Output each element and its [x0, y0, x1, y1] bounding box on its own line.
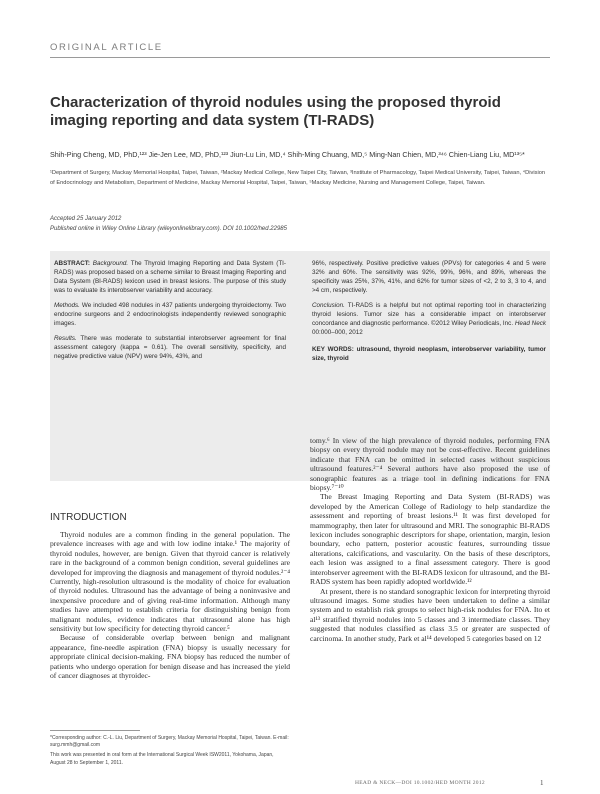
- intro-paragraph-3: The Breast Imaging Reporting and Data System (BI-RADS) was developed by the American College of Radiology to help standardize the assessment and reporting of breast lesions.¹¹ It was first developed for mammography, then later for ultrasound and MRI. The sonographic BI-RADS lexicon includes sonographic descriptors for shape, orientation, margin, lesion boundary, echo pattern, posterior acoustic features, surrounding tissue alterations, calcifications, and vascularity. On the basis of these descriptors, each lesion was assigned to a final assessment category. There is good interobserver agreement with the BI-RADS lexicon for ultrasound, and the BI-RADS system has been rapidly adopted worldwide.¹²: [310, 492, 550, 587]
- section-label: ORIGINAL ARTICLE: [50, 42, 163, 53]
- article-dates: [50, 214, 550, 234]
- accepted-date: Accepted 25 January 2012: [50, 216, 122, 222]
- abstract-methods: [54, 301, 286, 328]
- abstract-label: ABSTRACT:: [54, 260, 91, 267]
- body-right-column: [310, 436, 550, 643]
- keywords: [312, 345, 546, 363]
- background-text: The Thyroid Imaging Reporting and Data System (TI-RADS) was proposed based on a scheme similar to Breast Imaging Reporting and Data System (BI-RADS) lexicon used in breast lesions. The purpose of this study was to evaluate its interobserver variability and accuracy.: [54, 260, 287, 294]
- journal-name: Head Neck: [514, 320, 547, 327]
- abstract-results: [54, 334, 286, 361]
- abstract-background: [54, 259, 286, 295]
- page-number: 1: [540, 779, 544, 787]
- results-text: There was moderate to substantial interobserver agreement for final assessment category (kappa = 0.61). The overall sensitivity, specificity, and negative predictive value (NPV) were 94%, 43%, and: [54, 335, 286, 360]
- keywords-text: ultrasound, thyroid neoplasm, interobserver variability, tumor size, thyroid: [312, 346, 547, 362]
- intro-paragraph-2-continued: tomy.⁶ In view of the high prevalence of thyroid nodules, performing FNA biopsy on every thyroid nodule may not be cost-effective. Recent guidelines indicate that FNA can be omitted in selected cases without suspicious ultrasound features.²⁻⁴ Several authors have also proposed the use of sonographic features as a triage tool in defining indications for FNA biopsy.⁷⁻¹⁰: [310, 436, 550, 493]
- background-label: Background.: [92, 260, 129, 267]
- abstract-left-column: [54, 259, 286, 367]
- affiliations: ¹Department of Surgery, Mackay Memorial Hospital, Taipei, Taiwan, ²Mackay Medical College, New Taipei City, Taiwan, ³Institute of Pharmacology, Taipei Medical University, Taipei, Taiwan, ⁴Division of Endocrinology and Metabolism, Department of Medicine, Mackay Memorial Hospital, Taipei, Taiwan, ⁵Mackay Medicine, Nursing and Management College, Taipei, Taiwan.: [50, 170, 546, 186]
- running-footer: HEAD & NECK—DOI 10.1002/HED MONTH 2012: [355, 780, 485, 786]
- intro-paragraph-4: At present, there is no standard sonographic lexicon for interpreting thyroid ultrasound images. Some studies have been undertaken to define a similar system and to establish risk groups to select high-risk nodules for FNA. Ito et al¹³ stratified thyroid nodules into 5 classes and 3 intermediate classes. They suggested that nodules classified as class 3.5 or greater are suspected of carcinoma. In another study, Park et al¹⁴ developed 5 categories based on 12: [310, 586, 550, 643]
- presentation-note: This work was presented in oral form at the International Surgical Week ISW2011, Yokohama, Japan, August 28 to September 1, 2011.: [50, 752, 274, 766]
- header-rule: [50, 57, 550, 58]
- conclusion-text: TI-RADS is a helpful but not optimal reporting tool in characterizing thyroid lesions. Tumor size has a considerable impact on interobserver concordance and diagnostic performance. ©2012 Wiley Periodicals, Inc.: [312, 302, 546, 327]
- results-label: Results.: [54, 335, 77, 342]
- intro-paragraph-1: Thyroid nodules are a common finding in the general population. The prevalence increases with age and with low iodine intake.¹ The majority of thyroid nodules, however, are benign. Given that thyroid cancer is relatively rare in the background of a common benign condition, several guidelines are developed for improving the diagnosis and management of thyroid nodules.²⁻⁴ Currently, high-resolution ultrasound is the modality of choice for evaluation of thyroid nodules. Ultrasound has the advantage of being a noninvasive and inexpensive procedure and of giving real-time information. Although many studies have attempted to establish criteria for distinguishing benign from malignant nodules, evidence indicates that ultrasound alone has high sensitivity but low specificity for detecting thyroid cancer.⁵: [50, 530, 290, 634]
- methods-label: Methods.: [54, 302, 80, 309]
- results-continued: 96%, respectively. Positive predictive values (PPVs) for categories 4 and 5 were 32% and 60%. The sensitivity was 92%, 99%, 96%, and 89%, whereas the specificity was 25%, 37%, 41%, and 62% for tumor sizes of <2, 2 to 3, 3 to 4, and >4 cm, respectively.: [312, 260, 546, 294]
- intro-paragraph-2: Because of considerable overlap between benign and malignant appearance, fine-needle aspiration (FNA) biopsy is usually necessary for appropriate clinical decision-making. FNA biopsy has reduced the number of patients who undergo operation for benign disease and has increased the yield of cancer diagnoses at thyroidec-: [50, 633, 290, 681]
- footnote-rule: [50, 730, 140, 731]
- abstract-right-column: [312, 259, 546, 363]
- published-online: Published online in Wiley Online Library (wileyonlinelibrary.com). DOI 10.1002/hed.22985: [50, 226, 287, 232]
- abstract-conclusion: [312, 301, 546, 337]
- correspondence-note: *Corresponding author: C.-L. Liu, Department of Surgery, Mackay Memorial Hospital, Taipei, Taiwan. E-mail: surg.mmh@gmail.com: [50, 735, 289, 749]
- body-left-column: [50, 530, 290, 681]
- conclusion-label: Conclusion.: [312, 302, 345, 309]
- introduction-heading: INTRODUCTION: [50, 512, 127, 523]
- footnotes: [50, 735, 290, 770]
- keywords-label: KEY WORDS:: [312, 346, 354, 353]
- article-title: Characterization of thyroid nodules using the proposed thyroid imaging reporting and data system (TI-RADS): [50, 94, 501, 129]
- journal-citation: 00:000–000, 2012: [312, 329, 363, 336]
- methods-text: We included 498 nodules in 437 patients undergoing thyroidectomy. Two endocrine surgeons and 2 endocrinologists independently reviewed sonographic images.: [54, 302, 287, 327]
- author-list: Shih-Ping Cheng, MD, PhD,¹²³ Jie-Jen Lee, MD, PhD,¹²³ Jiun-Lu Lin, MD,⁴ Shih-Ming Chuang, MD,⁵ Ming-Nan Chien, MD,³⁴⁶ Chien-Liang Liu, MD¹³⁵*: [50, 150, 525, 159]
